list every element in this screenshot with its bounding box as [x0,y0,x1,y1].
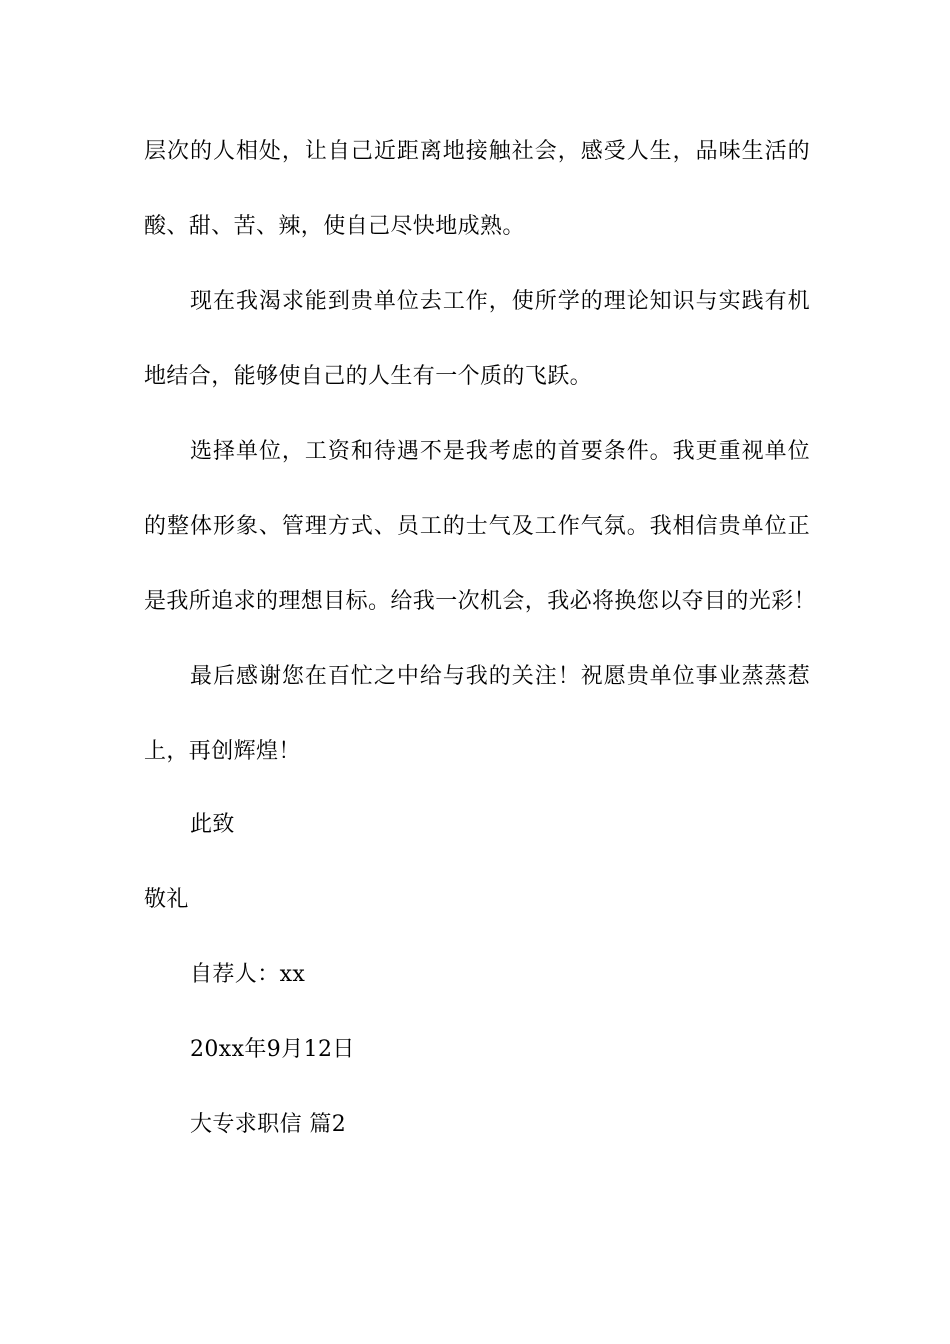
paragraph-4-line-1: 最后感谢您在百忙之中给与我的关注！祝愿贵单位事业蒸蒸惹 [190,664,810,689]
paragraph-1-line-2: 酸、甜、苦、辣，使自己尽快地成熟。 [144,214,525,239]
date-line: 20xx年9月12日 [190,1037,355,1062]
paragraph-3-line-3: 是我所追求的理想目标。给我一次机会，我必将换您以夺目的光彩！ [144,589,817,614]
paragraph-4-line-2: 上，再创辉煌！ [144,739,301,764]
next-section-title: 大专求职信 篇2 [190,1112,347,1137]
paragraph-3-line-2: 的整体形象、管理方式、员工的士气及工作气氛。我相信贵单位正 [144,514,810,539]
paragraph-1-line-1: 层次的人相处，让自己近距离地接触社会，感受人生，品味生活的 [144,139,810,164]
closing-text: 此致 [190,812,235,837]
paragraph-3-line-1: 选择单位，工资和待遇不是我考虑的首要条件。我更重视单位 [190,439,810,464]
signature-line: 自荐人：xx [190,962,306,987]
salutation-text: 敬礼 [144,887,189,912]
paragraph-2-line-1: 现在我渴求能到贵单位去工作，使所学的理论知识与实践有机 [190,289,810,314]
paragraph-2-line-2: 地结合，能够使自己的人生有一个质的飞跃。 [144,364,593,389]
